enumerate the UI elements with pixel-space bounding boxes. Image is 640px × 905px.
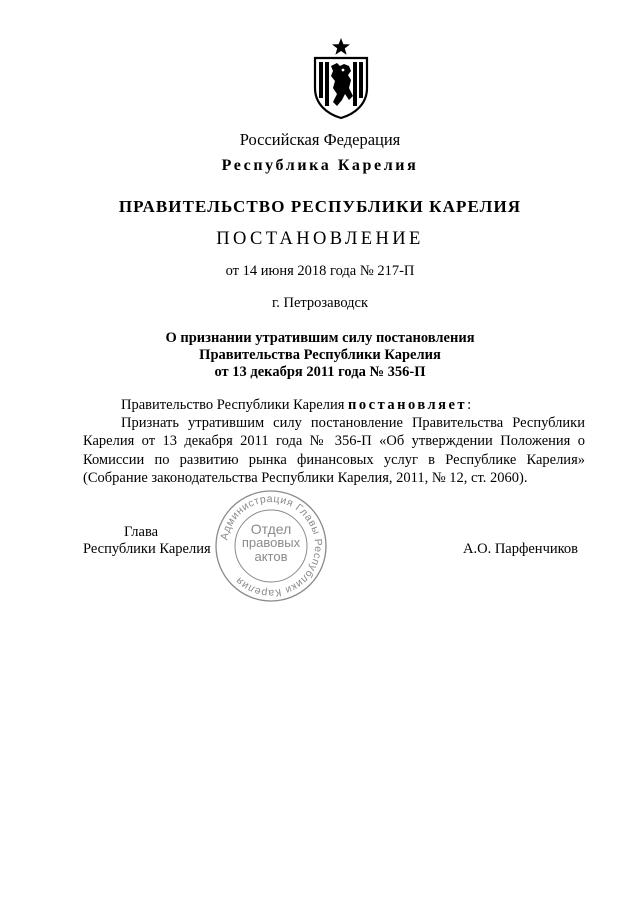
stamp-line-1: Отдел bbox=[250, 521, 292, 537]
signatory-name: А.О. Парфенчиков bbox=[463, 541, 579, 557]
document-subject bbox=[0, 330, 640, 381]
intro-keyword: постановляет bbox=[348, 397, 468, 413]
intro-paragraph bbox=[83, 396, 585, 414]
intro-prefix: Правительство Республики Карелия bbox=[121, 397, 349, 413]
federation-title: Российская Федерация bbox=[239, 130, 401, 149]
document-city: г. Петрозаводск bbox=[271, 295, 369, 311]
signature-title-line-2: Республики Карелия bbox=[83, 541, 211, 557]
document-type: ПОСТАНОВЛЕНИЕ bbox=[216, 229, 424, 249]
stamp-ring-text: Администрация Главы Республики Карелия bbox=[218, 492, 325, 600]
subject-line-2: Правительства Республики Карелия bbox=[199, 347, 441, 363]
subject-line-1: О признании утратившим силу постановления bbox=[165, 330, 475, 346]
government-title: ПРАВИТЕЛЬСТВО РЕСПУБЛИКИ КАРЕЛИЯ bbox=[118, 197, 522, 216]
document-date-number: от 14 июня 2018 года № 217-П bbox=[225, 263, 415, 279]
intro-suffix: : bbox=[467, 397, 472, 413]
document-body bbox=[83, 396, 585, 487]
republic-title: Республика Карелия bbox=[221, 157, 419, 174]
karelia-coat-of-arms-icon bbox=[309, 36, 373, 120]
stamp-line-3: актов bbox=[254, 549, 288, 564]
stamp-line-2: правовых bbox=[241, 535, 301, 550]
signature-title-line-1: Глава bbox=[124, 524, 159, 540]
decision-paragraph: Признать утратившим силу постановление Правительства Республики Карелия от 13 декабря 2011 года № 356-П «Об утверждении Положения о Комиссии по развитию рынка финансовых услуг в Республике Карелия» (Собрание законодательства Республики Карелия, 2011, № 12, ст. 2060). bbox=[83, 415, 585, 486]
subject-line-3: от 13 декабря 2011 года № 356-П bbox=[214, 364, 426, 380]
